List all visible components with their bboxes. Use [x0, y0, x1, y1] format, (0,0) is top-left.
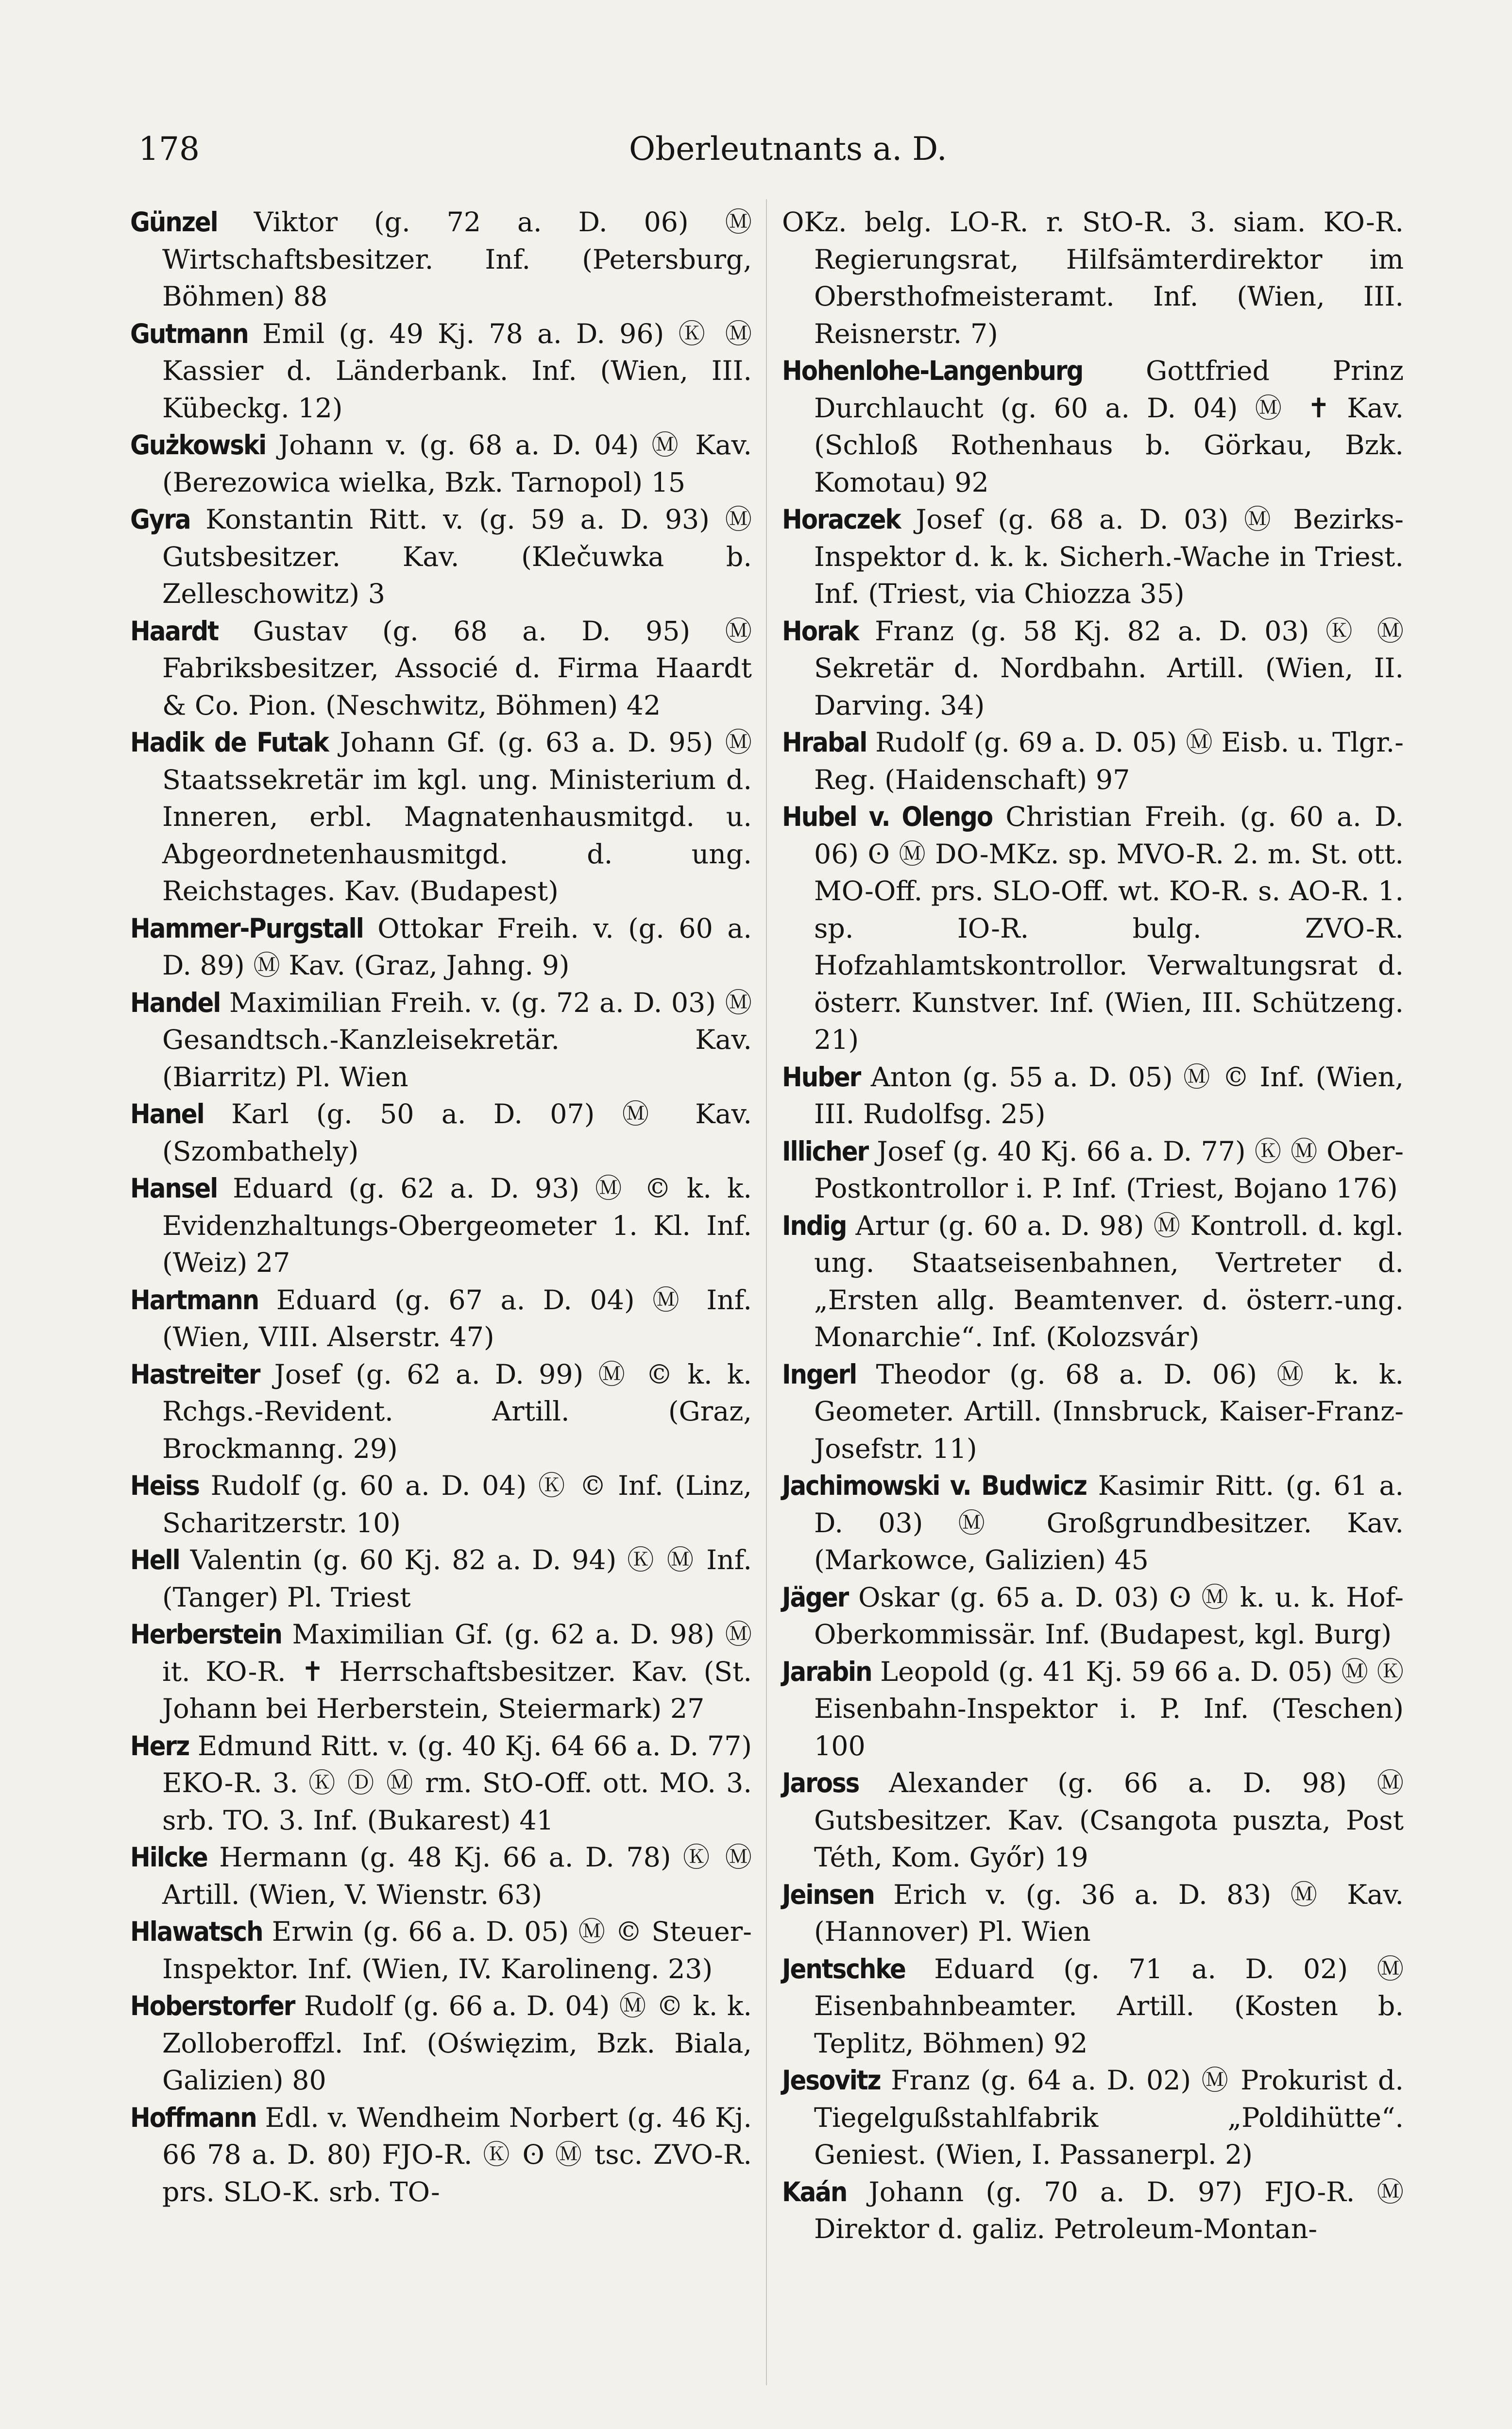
- entry-text: Johann Gf. (g. 63 a. D. 95) Ⓜ Staatssekretär im kgl. ung. Ministerium d. Inneren, erbl. Magnatenhausmitgd. u. Abgeordnetenhausmitgd. d. ung. Reichstages. Kav. (Budapest): [162, 727, 752, 907]
- list-item: [130, 613, 752, 725]
- entry-surname: Ingerl: [782, 1359, 857, 1390]
- list-item: [130, 1839, 752, 1914]
- list-item: [782, 204, 1404, 353]
- list-item: [782, 1579, 1404, 1654]
- list-item: [130, 1356, 752, 1468]
- entry-surname: Hansel: [130, 1173, 218, 1204]
- entry-surname: Jeinsen: [782, 1879, 874, 1911]
- list-item: [130, 1282, 752, 1356]
- list-item: [782, 1765, 1404, 1877]
- list-item: [130, 724, 752, 910]
- list-item: [130, 316, 752, 428]
- entry-text: Karl (g. 50 a. D. 07) Ⓜ Kav. (Szombathely): [162, 1099, 752, 1167]
- entry-text: Hermann (g. 48 Kj. 66 a. D. 78) Ⓚ Ⓜ Artill. (Wien, V. Wienstr. 63): [162, 1842, 752, 1911]
- entry-text: Erwin (g. 66 a. D. 05) Ⓜ © Steuer-Inspektor. Inf. (Wien, IV. Karolineng. 23): [162, 1916, 752, 1985]
- list-item: [130, 427, 752, 501]
- list-item: [782, 613, 1404, 725]
- entry-surname: Hilcke: [130, 1842, 207, 1873]
- entry-surname: Jarabin: [782, 1656, 872, 1688]
- entry-text: Artur (g. 60 a. D. 98) Ⓜ Kontroll. d. kgl. ung. Staatseisenbahnen, Vertreter d. „Ersten allg. Beamtenver. d. österr.-ung. Monarchie“. Inf. (Kolozsvár): [814, 1210, 1404, 1353]
- list-item: [782, 799, 1404, 1059]
- entry-text: Franz (g. 58 Kj. 82 a. D. 03) Ⓚ Ⓜ Sekretär d. Nordbahn. Artill. (Wien, II. Darving. 34): [814, 616, 1404, 721]
- entry-text: Eduard (g. 67 a. D. 04) Ⓜ Inf. (Wien, VIII. Alserstr. 47): [162, 1284, 752, 1353]
- list-item: [782, 1654, 1404, 1765]
- list-item: [782, 2062, 1404, 2174]
- list-item: [130, 1170, 752, 1282]
- list-item: [130, 1616, 752, 1728]
- entry-surname: Gutmann: [130, 318, 248, 350]
- page-header: [138, 130, 1415, 184]
- entry-surname: Hastreiter: [130, 1359, 260, 1390]
- entry-text: OKz. belg. LO-R. r. StO-R. 3. siam. KO-R. Regierungsrat, Hilfsämterdirektor im Obersthofmeisteramt. Inf. (Wien, III. Reisnerstr. 7): [782, 207, 1404, 350]
- list-item: [782, 501, 1404, 613]
- entry-surname: Jäger: [782, 1582, 849, 1613]
- entry-surname: Hoberstorfer: [130, 1991, 295, 2022]
- list-item: [782, 724, 1404, 799]
- list-item: [130, 1542, 752, 1616]
- list-item: [782, 1877, 1404, 1951]
- running-title: Oberleutnants a. D.: [629, 130, 947, 168]
- entry-surname: Hohenlohe-Langenburg: [782, 356, 1083, 387]
- entry-surname: Hell: [130, 1545, 180, 1576]
- list-item: [130, 910, 752, 985]
- entry-surname: Jentschke: [782, 1953, 905, 1985]
- entry-text: Leopold (g. 41 Kj. 59 66 a. D. 05) Ⓜ Ⓚ Eisenbahn-Inspektor i. P. Inf. (Teschen) 100: [814, 1656, 1404, 1762]
- entry-text: Josef (g. 68 a. D. 03) Ⓜ Bezirks-Inspektor d. k. k. Sicherh.-Wache in Triest. Inf. (Triest, via Chiozza 35): [814, 504, 1404, 610]
- entry-text: Emil (g. 49 Kj. 78 a. D. 96) Ⓚ Ⓜ Kassier d. Länderbank. Inf. (Wien, III. Kübeckg. 12): [162, 318, 752, 424]
- entry-text: Johann v. (g. 68 a. D. 04) Ⓜ Kav. (Berezowica wielka, Bzk. Tarnopol) 15: [162, 430, 752, 498]
- entry-surname: Günzel: [130, 207, 218, 238]
- entry-text: Gustav (g. 68 a. D. 95) Ⓜ Fabriksbesitzer, Associé d. Firma Haardt & Co. Pion. (Neschwitz, Böhmen) 42: [162, 616, 752, 721]
- list-item: [782, 353, 1404, 501]
- entry-surname: Herz: [130, 1730, 189, 1762]
- list-item: [130, 2100, 752, 2211]
- column-divider: [766, 199, 767, 2385]
- entry-text: Josef (g. 40 Kj. 66 a. D. 77) Ⓚ Ⓜ Ober-Postkontrollor i. P. Inf. (Triest, Bojano 176): [814, 1136, 1404, 1204]
- entry-text: Anton (g. 55 a. D. 05) Ⓜ © Inf. (Wien, III. Rudolfsg. 25): [814, 1061, 1404, 1130]
- entry-surname: Jaross: [782, 1768, 859, 1799]
- entry-text: Rudolf (g. 66 a. D. 04) Ⓜ © k. k. Zolloberoffzl. Inf. (Oświęzim, Bzk. Biala, Galizien) 80: [162, 1991, 752, 2096]
- entry-text: Kasimir Ritt. (g. 61 a. D. 03) Ⓜ Großgrundbesitzer. Kav. (Markowce, Galizien) 45: [814, 1471, 1404, 1576]
- list-item: [130, 985, 752, 1096]
- entry-text: Oskar (g. 65 a. D. 03) ʘ Ⓜ k. u. k. Hof-Oberkommissär. Inf. (Budapest, kgl. Burg): [814, 1582, 1404, 1650]
- entry-text: Eduard (g. 71 a. D. 02) Ⓜ Eisenbahnbeamter. Artill. (Kosten b. Teplitz, Böhmen) 92: [814, 1953, 1404, 2059]
- entry-surname: Hammer-Purgstall: [130, 913, 363, 944]
- list-item: [130, 1914, 752, 1988]
- entry-surname: Huber: [782, 1061, 861, 1093]
- entry-text: Franz (g. 64 a. D. 02) Ⓜ Prokurist d. Tiegelgußstahlfabrik „Poldihütte“. Geniest. (Wien, I. Passanerpl. 2): [814, 2065, 1404, 2171]
- entry-text: Eduard (g. 62 a. D. 93) Ⓜ © k. k. Evidenzhaltungs-Obergeometer 1. Kl. Inf. (Weiz) 27: [162, 1173, 752, 1279]
- entry-surname: Hanel: [130, 1099, 204, 1130]
- entry-surname: Illicher: [782, 1136, 868, 1167]
- entry-surname: Gużkowski: [130, 430, 266, 461]
- list-item: [130, 1096, 752, 1170]
- entry-text: Valentin (g. 60 Kj. 82 a. D. 94) Ⓚ Ⓜ Inf. (Tanger) Pl. Triest: [162, 1545, 752, 1613]
- entry-surname: Jesovitz: [782, 2065, 881, 2096]
- list-item: [782, 1468, 1404, 1579]
- entry-surname: Heiss: [130, 1471, 199, 1502]
- entry-surname: Hlawatsch: [130, 1916, 263, 1948]
- entry-text: Rudolf (g. 69 a. D. 05) Ⓜ Eisb. u. Tlgr.-Reg. (Haidenschaft) 97: [814, 727, 1404, 796]
- entry-surname: Hartmann: [130, 1284, 259, 1316]
- entry-text: Viktor (g. 72 a. D. 06) Ⓜ Wirtschaftsbesitzer. Inf. (Petersburg, Böhmen) 88: [162, 207, 752, 312]
- list-item: [782, 1059, 1404, 1133]
- entry-text: Gottfried Prinz Durchlaucht (g. 60 a. D. 04) Ⓜ ✝ Kav. (Schloß Rothenhaus b. Görkau, Bzk. Komotau) 92: [814, 356, 1404, 498]
- list-item: [130, 204, 752, 316]
- entry-surname: Hubel v. Olengo: [782, 802, 993, 833]
- list-item: [130, 501, 752, 613]
- entry-surname: Horaczek: [782, 504, 900, 535]
- entry-surname: Haardt: [130, 616, 219, 647]
- entry-surname: Jachimowski v. Budwicz: [782, 1471, 1087, 1502]
- list-item: [130, 1468, 752, 1542]
- entry-surname: Hoffmann: [130, 2102, 256, 2134]
- list-item: [782, 2174, 1404, 2248]
- entry-text: Johann (g. 70 a. D. 97) FJO-R. Ⓜ Direktor d. galiz. Petroleum-Montan-: [814, 2176, 1404, 2245]
- entry-text: Christian Freih. (g. 60 a. D. 06) ʘ Ⓜ DO-MKz. sp. MVO-R. 2. m. St. ott. MO-Off. prs. SLO-Off. wt. KO-R. s. AO-R. 1. sp. IO-R. bulg. ZVO-R. Hofzahlamtskontrollor. Verwaltungsrat d. österr. Kunstver. Inf. (Wien, III. Schützeng. 21): [814, 802, 1404, 1056]
- right-column: [782, 204, 1404, 2248]
- left-column: [130, 204, 752, 2211]
- entry-text: Theodor (g. 68 a. D. 06) Ⓜ k. k. Geometer. Artill. (Innsbruck, Kaiser-Franz-Josefstr. 11): [814, 1359, 1404, 1465]
- entry-surname: Herberstein: [130, 1619, 282, 1650]
- entry-text: Alexander (g. 66 a. D. 98) Ⓜ Gutsbesitzer. Kav. (Csangota puszta, Post Téth, Kom. Győr) 19: [814, 1768, 1404, 1873]
- entry-text: Josef (g. 62 a. D. 99) Ⓜ © k. k. Rchgs.-Revident. Artill. (Graz, Brockmanng. 29): [162, 1359, 752, 1465]
- entry-text: Maximilian Gf. (g. 62 a. D. 98) Ⓜ it. KO-R. ✝ Herrschaftsbesitzer. Kav. (St. Johann bei Herberstein, Steiermark) 27: [162, 1619, 752, 1725]
- entry-surname: Hrabal: [782, 727, 867, 758]
- entry-surname: Horak: [782, 616, 859, 647]
- entry-surname: Kaán: [782, 2176, 847, 2208]
- list-item: [782, 1356, 1404, 1468]
- list-item: [782, 1208, 1404, 1356]
- list-item: [130, 1728, 752, 1840]
- entry-surname: Handel: [130, 987, 221, 1019]
- page-number: 178: [138, 130, 200, 168]
- entry-surname: Indig: [782, 1210, 847, 1242]
- entry-text: Konstantin Ritt. v. (g. 59 a. D. 93) Ⓜ Gutsbesitzer. Kav. (Klečuwka b. Zelleschowitz) 3: [162, 504, 752, 610]
- entry-text: Ottokar Freih. v. (g. 60 a. D. 89) Ⓜ Kav. (Graz, Jahng. 9): [162, 913, 752, 981]
- entry-text: Edmund Ritt. v. (g. 40 Kj. 64 66 a. D. 77) EKO-R. 3. Ⓚ Ⓓ Ⓜ rm. StO-Off. ott. MO. 3. srb. TO. 3. Inf. (Bukarest) 41: [162, 1730, 752, 1836]
- list-item: [782, 1951, 1404, 2063]
- entry-text: Maximilian Freih. v. (g. 72 a. D. 03) Ⓜ Gesandtsch.-Kanzleisekretär. Kav. (Biarritz) Pl. Wien: [162, 987, 752, 1093]
- entry-surname: Hadik de Futak: [130, 727, 328, 758]
- entry-text: Edl. v. Wendheim Norbert (g. 46 Kj. 66 78 a. D. 80) FJO-R. Ⓚ ʘ Ⓜ tsc. ZVO-R. prs. SLO-K. srb. TO-: [162, 2102, 752, 2208]
- list-item: [782, 1133, 1404, 1208]
- entry-text: Rudolf (g. 60 a. D. 04) Ⓚ © Inf. (Linz, Scharitzerstr. 10): [162, 1471, 752, 1539]
- entry-text: Erich v. (g. 36 a. D. 83) Ⓜ Kav. (Hannover) Pl. Wien: [814, 1879, 1404, 1948]
- list-item: [130, 1988, 752, 2100]
- entry-surname: Gyra: [130, 504, 190, 535]
